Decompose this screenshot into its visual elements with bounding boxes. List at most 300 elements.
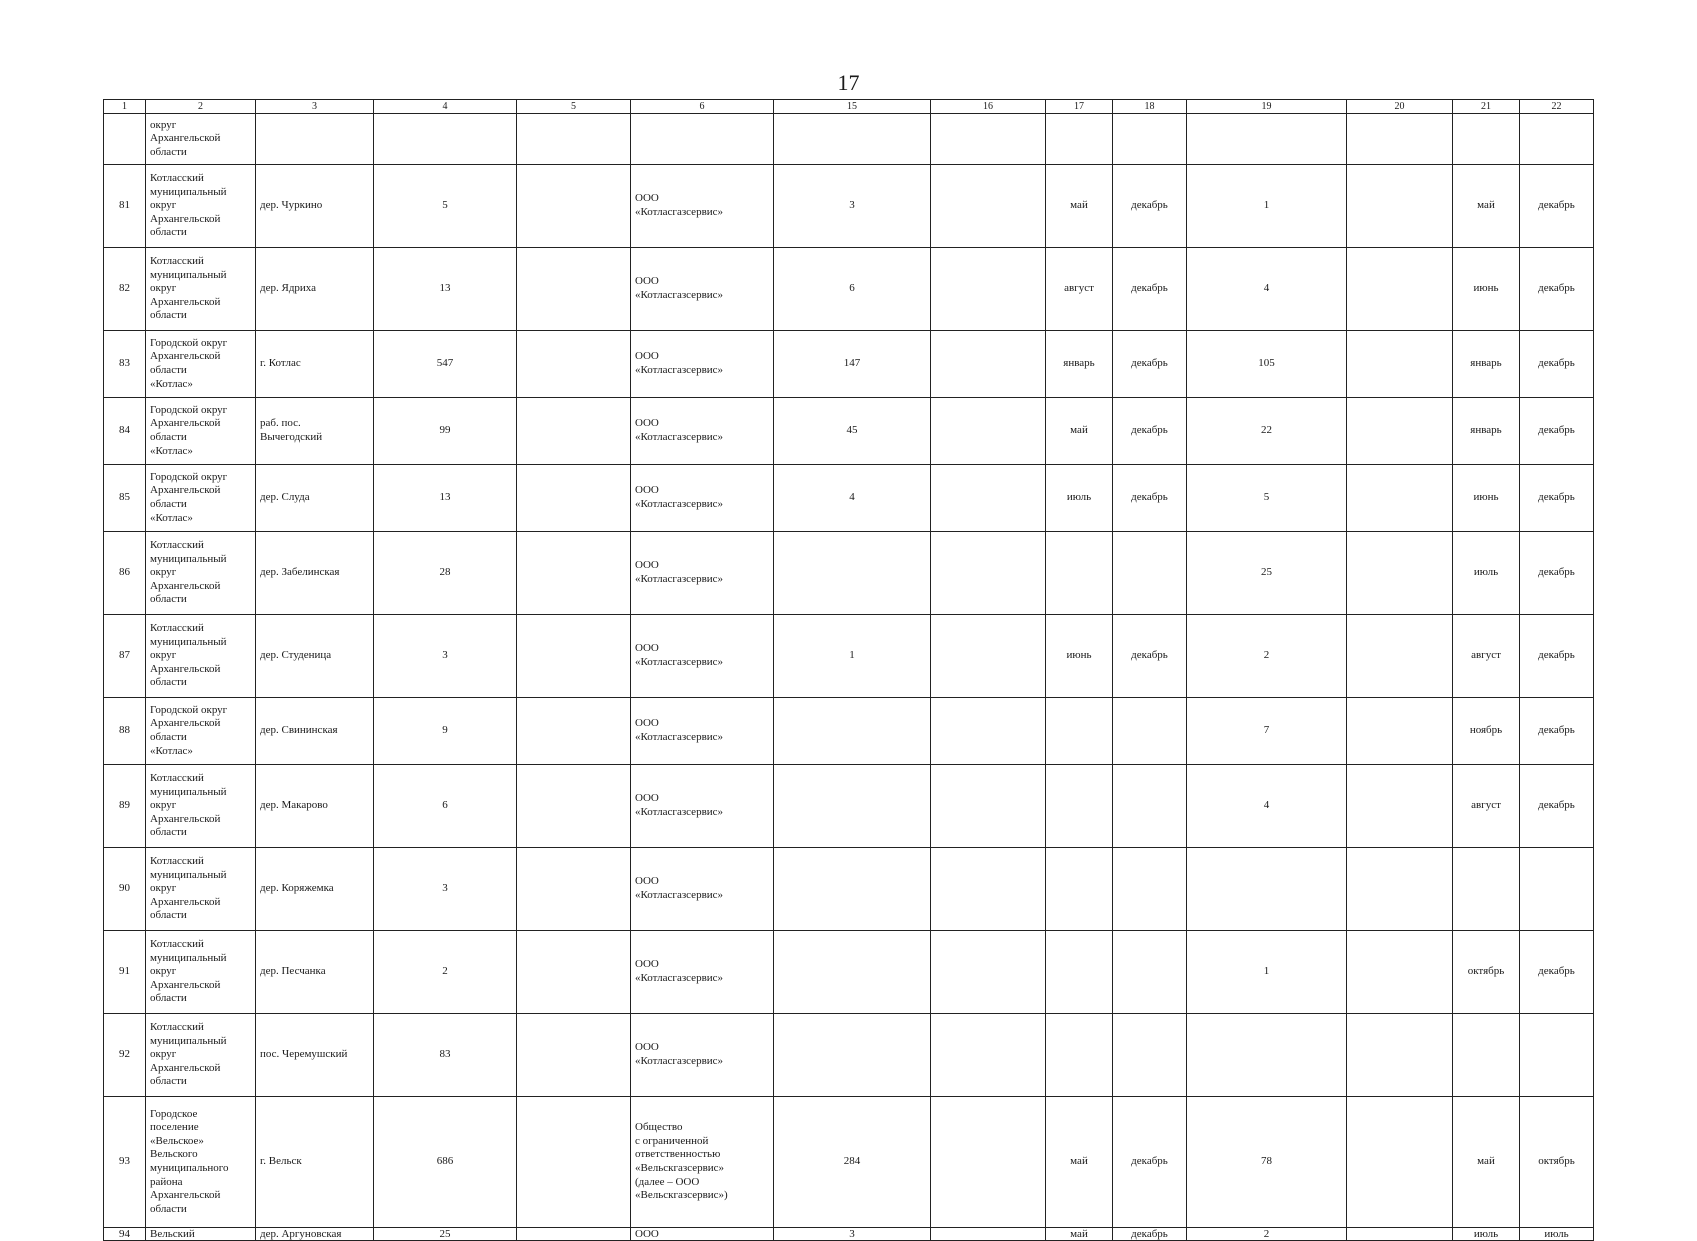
- table-row: [104, 1097, 1594, 1228]
- cell-text: г. Вельск: [260, 1155, 302, 1168]
- cell-organization: [631, 698, 774, 765]
- cell-settlement: [256, 331, 374, 398]
- cell-end-month-2: [1520, 1014, 1594, 1097]
- cell-text: 22: [1261, 424, 1272, 437]
- cell-municipality: [146, 1097, 256, 1228]
- cell-col-4: [374, 165, 517, 248]
- cell-text: май: [1070, 1155, 1088, 1168]
- cell-col-16: [931, 1014, 1046, 1097]
- cell-row-number: [104, 1097, 146, 1228]
- cell-text: Городской округ Архангельской области «Котлас»: [150, 336, 228, 390]
- cell-municipality: [146, 398, 256, 465]
- cell-end-month: [1113, 1014, 1187, 1097]
- cell-municipality: [146, 1228, 256, 1241]
- cell-col-4: [374, 248, 517, 331]
- cell-text: май: [1070, 1228, 1088, 1240]
- cell-text: июль: [1473, 1228, 1499, 1240]
- table-row: [104, 114, 1594, 165]
- cell-text: декабрь: [1538, 491, 1575, 504]
- cell-text: Котласский муниципальный округ Архангельской области: [150, 1021, 227, 1088]
- cell-end-month-2: [1520, 765, 1594, 848]
- cell-start-month: [1046, 765, 1113, 848]
- cell-text: дер. Студеница: [260, 649, 332, 662]
- cell-col-16: [931, 165, 1046, 248]
- cell-end-month-2: [1520, 398, 1594, 465]
- cell-municipality: [146, 1014, 256, 1097]
- cell-text: декабрь: [1131, 649, 1168, 662]
- cell-row-number: [104, 331, 146, 398]
- cell-col-19: [1187, 248, 1347, 331]
- cell-text: 4: [849, 491, 855, 504]
- cell-text: 92: [119, 1048, 130, 1061]
- cell-text: декабрь: [1538, 649, 1575, 662]
- cell-text: декабрь: [1538, 424, 1575, 437]
- cell-settlement: [256, 1228, 374, 1241]
- cell-text: Котласский муниципальный округ Архангельской области: [150, 539, 227, 606]
- cell-col-16: [931, 248, 1046, 331]
- column-header: 3: [256, 100, 374, 114]
- cell-end-month: [1113, 114, 1187, 165]
- cell-col-19: [1187, 532, 1347, 615]
- cell-municipality: [146, 532, 256, 615]
- column-header: 2: [146, 100, 256, 114]
- cell-col-20: [1347, 248, 1453, 331]
- cell-start-month-2: [1453, 615, 1520, 698]
- cell-text: 284: [843, 1155, 861, 1168]
- cell-start-month: [1046, 698, 1113, 765]
- cell-text: 93: [119, 1155, 130, 1168]
- cell-start-month: [1046, 165, 1113, 248]
- cell-text: июль: [1473, 566, 1499, 579]
- table-row: [104, 398, 1594, 465]
- cell-col-16: [931, 532, 1046, 615]
- cell-end-month-2: [1520, 1097, 1594, 1228]
- cell-text: 87: [119, 649, 130, 662]
- cell-settlement: [256, 1097, 374, 1228]
- page-number: 17: [837, 70, 860, 95]
- table-row: [104, 532, 1594, 615]
- cell-col-19: [1187, 931, 1347, 1014]
- cell-start-month-2: [1453, 765, 1520, 848]
- cell-col-20: [1347, 465, 1453, 532]
- cell-text: ООО «Котласгазсервис»: [635, 559, 724, 585]
- cell-text: г. Котлас: [260, 357, 301, 370]
- column-header: 15: [774, 100, 931, 114]
- cell-end-month: [1113, 931, 1187, 1014]
- cell-text: 9: [442, 724, 448, 737]
- cell-row-number: [104, 398, 146, 465]
- cell-text: 25: [1261, 566, 1272, 579]
- cell-text: 3: [442, 882, 448, 895]
- cell-col-15: [774, 931, 931, 1014]
- cell-text: 13: [439, 282, 451, 295]
- cell-text: дер. Макарово: [260, 799, 328, 812]
- cell-col-15: [774, 698, 931, 765]
- cell-text: дер. Песчанка: [260, 965, 326, 978]
- table-row: [104, 1228, 1594, 1241]
- cell-text: январь: [1470, 424, 1502, 437]
- cell-municipality: [146, 931, 256, 1014]
- cell-text: декабрь: [1131, 1155, 1168, 1168]
- cell-text: декабрь: [1538, 357, 1575, 370]
- cell-col-5: [517, 848, 631, 931]
- cell-municipality: [146, 698, 256, 765]
- cell-text: 1: [849, 649, 855, 662]
- table-row: [104, 931, 1594, 1014]
- cell-col-5: [517, 1014, 631, 1097]
- cell-organization: [631, 532, 774, 615]
- cell-col-4: [374, 698, 517, 765]
- cell-end-month-2: [1520, 114, 1594, 165]
- cell-text: 4: [1263, 282, 1270, 295]
- cell-text: август: [1471, 799, 1501, 812]
- cell-col-20: [1347, 1228, 1453, 1241]
- cell-end-month: [1113, 848, 1187, 931]
- cell-text: 90: [119, 882, 130, 895]
- table-row: [104, 765, 1594, 848]
- cell-organization: [631, 615, 774, 698]
- table-row: [104, 848, 1594, 931]
- cell-text: Городской округ Архангельской области «Котлас»: [150, 703, 228, 757]
- cell-text: ноябрь: [1469, 724, 1503, 737]
- cell-col-15: [774, 1228, 931, 1241]
- column-header: 19: [1187, 100, 1347, 114]
- column-header: 1: [104, 100, 146, 114]
- cell-col-19: [1187, 848, 1347, 931]
- cell-end-month: [1113, 615, 1187, 698]
- cell-start-month-2: [1453, 532, 1520, 615]
- cell-organization: [631, 1097, 774, 1228]
- table-row: [104, 698, 1594, 765]
- cell-end-month: [1113, 398, 1187, 465]
- cell-text: 5: [442, 199, 448, 212]
- table-row: [104, 331, 1594, 398]
- cell-text: ООО «Котласгазсервис»: [635, 717, 724, 743]
- cell-organization: [631, 165, 774, 248]
- cell-col-20: [1347, 114, 1453, 165]
- cell-settlement: [256, 465, 374, 532]
- cell-organization: [631, 1014, 774, 1097]
- cell-text: декабрь: [1131, 282, 1168, 295]
- cell-row-number: [104, 848, 146, 931]
- cell-col-4: [374, 1228, 517, 1241]
- cell-col-19: [1187, 331, 1347, 398]
- cell-organization: [631, 248, 774, 331]
- cell-end-month: [1113, 765, 1187, 848]
- cell-text: ООО «Котласгазсервис»: [635, 642, 724, 668]
- cell-end-month: [1113, 1228, 1187, 1241]
- cell-col-15: [774, 465, 931, 532]
- cell-col-16: [931, 698, 1046, 765]
- cell-col-4: [374, 532, 517, 615]
- cell-text: декабрь: [1131, 1228, 1168, 1240]
- cell-col-20: [1347, 331, 1453, 398]
- cell-start-month-2: [1453, 1097, 1520, 1228]
- cell-text: январь: [1063, 357, 1095, 370]
- cell-text: 7: [1263, 724, 1270, 737]
- cell-start-month: [1046, 331, 1113, 398]
- cell-municipality: [146, 615, 256, 698]
- cell-col-15: [774, 532, 931, 615]
- table-row: [104, 465, 1594, 532]
- cell-text: декабрь: [1538, 799, 1575, 812]
- cell-organization: [631, 114, 774, 165]
- cell-municipality: [146, 848, 256, 931]
- cell-text: 83: [119, 357, 130, 370]
- column-header: 22: [1520, 100, 1594, 114]
- cell-text: дер. Слуда: [260, 491, 310, 504]
- cell-municipality: [146, 248, 256, 331]
- cell-col-5: [517, 615, 631, 698]
- cell-end-month-2: [1520, 615, 1594, 698]
- cell-start-month: [1046, 248, 1113, 331]
- cell-col-5: [517, 114, 631, 165]
- cell-text: 1: [1263, 199, 1270, 212]
- cell-text: май: [1477, 199, 1495, 212]
- cell-row-number: [104, 1014, 146, 1097]
- cell-col-19: [1187, 165, 1347, 248]
- cell-text: 1: [1263, 965, 1270, 978]
- cell-text: 83: [439, 1048, 451, 1061]
- cell-text: июнь: [1473, 282, 1499, 295]
- cell-text: 3: [442, 649, 448, 662]
- cell-start-month-2: [1453, 114, 1520, 165]
- cell-col-5: [517, 1097, 631, 1228]
- cell-end-month-2: [1520, 848, 1594, 931]
- column-header: 18: [1113, 100, 1187, 114]
- cell-col-20: [1347, 615, 1453, 698]
- cell-text: раб. пос. Вычегодский: [260, 417, 323, 443]
- cell-start-month-2: [1453, 931, 1520, 1014]
- cell-col-15: [774, 765, 931, 848]
- cell-start-month: [1046, 931, 1113, 1014]
- cell-col-4: [374, 465, 517, 532]
- cell-col-16: [931, 931, 1046, 1014]
- cell-col-16: [931, 398, 1046, 465]
- cell-text: декабрь: [1538, 199, 1575, 212]
- cell-col-5: [517, 1228, 631, 1241]
- cell-col-5: [517, 165, 631, 248]
- cell-text: ООО «Котласгазсервис»: [635, 350, 724, 376]
- cell-text: май: [1477, 1155, 1495, 1168]
- cell-text: декабрь: [1131, 491, 1168, 504]
- cell-text: декабрь: [1538, 566, 1575, 579]
- cell-text: 547: [436, 357, 454, 370]
- cell-text: ООО: [635, 1228, 659, 1240]
- cell-col-15: [774, 331, 931, 398]
- cell-col-19: [1187, 1097, 1347, 1228]
- cell-col-5: [517, 765, 631, 848]
- cell-col-16: [931, 848, 1046, 931]
- cell-col-15: [774, 114, 931, 165]
- cell-text: январь: [1470, 357, 1502, 370]
- column-header: 17: [1046, 100, 1113, 114]
- cell-text: дер. Аргуновская: [260, 1228, 342, 1240]
- cell-text: 147: [843, 357, 861, 370]
- cell-col-19: [1187, 114, 1347, 165]
- cell-end-month: [1113, 465, 1187, 532]
- cell-text: ООО «Котласгазсервис»: [635, 484, 724, 510]
- cell-settlement: [256, 248, 374, 331]
- cell-settlement: [256, 1014, 374, 1097]
- cell-col-5: [517, 465, 631, 532]
- cell-col-5: [517, 532, 631, 615]
- cell-start-month: [1046, 1014, 1113, 1097]
- cell-settlement: [256, 765, 374, 848]
- cell-start-month: [1046, 532, 1113, 615]
- cell-end-month: [1113, 698, 1187, 765]
- cell-text: 45: [846, 424, 858, 437]
- cell-col-20: [1347, 765, 1453, 848]
- cell-text: Котласский муниципальный округ Архангельской области: [150, 938, 227, 1005]
- cell-col-4: [374, 1097, 517, 1228]
- cell-text: округ Архангельской области: [150, 118, 221, 158]
- cell-start-month: [1046, 114, 1113, 165]
- cell-text: 28: [439, 566, 451, 579]
- cell-text: Городской округ Архангельской области «Котлас»: [150, 470, 228, 524]
- cell-end-month-2: [1520, 248, 1594, 331]
- cell-text: 88: [119, 724, 130, 737]
- cell-municipality: [146, 331, 256, 398]
- cell-col-20: [1347, 1014, 1453, 1097]
- header-row: [104, 100, 1594, 114]
- cell-end-month-2: [1520, 698, 1594, 765]
- cell-col-16: [931, 114, 1046, 165]
- cell-text: 2: [1263, 649, 1270, 662]
- cell-col-16: [931, 1097, 1046, 1228]
- cell-settlement: [256, 114, 374, 165]
- cell-row-number: [104, 615, 146, 698]
- cell-col-19: [1187, 398, 1347, 465]
- cell-col-5: [517, 698, 631, 765]
- cell-settlement: [256, 398, 374, 465]
- cell-text: дер. Чуркино: [260, 199, 323, 212]
- cell-text: Вельский: [150, 1228, 195, 1240]
- cell-col-4: [374, 931, 517, 1014]
- cell-row-number: [104, 165, 146, 248]
- cell-col-5: [517, 398, 631, 465]
- cell-text: июль: [1066, 491, 1092, 504]
- cell-text: май: [1070, 199, 1088, 212]
- cell-end-month-2: [1520, 165, 1594, 248]
- cell-col-15: [774, 165, 931, 248]
- cell-text: Котласский муниципальный округ Архангельской области: [150, 255, 227, 322]
- cell-row-number: [104, 532, 146, 615]
- cell-text: 91: [119, 965, 130, 978]
- cell-text: Городской округ Архангельской области «Котлас»: [150, 403, 228, 457]
- cell-col-19: [1187, 698, 1347, 765]
- cell-text: дер. Свининская: [260, 724, 338, 737]
- cell-text: декабрь: [1131, 424, 1168, 437]
- cell-text: дер. Коряжемка: [260, 882, 334, 895]
- cell-start-month-2: [1453, 1014, 1520, 1097]
- cell-start-month-2: [1453, 165, 1520, 248]
- table-row: [104, 165, 1594, 248]
- cell-text: 84: [119, 424, 130, 437]
- cell-text: Котласский муниципальный округ Архангельской области: [150, 855, 227, 922]
- cell-start-month: [1046, 848, 1113, 931]
- cell-text: 86: [119, 566, 130, 579]
- table-row: [104, 1014, 1594, 1097]
- cell-text: 686: [436, 1155, 454, 1168]
- cell-text: 4: [1263, 799, 1270, 812]
- cell-text: август: [1471, 649, 1501, 662]
- cell-start-month: [1046, 1097, 1113, 1228]
- cell-col-5: [517, 331, 631, 398]
- cell-text: ООО «Котласгазсервис»: [635, 792, 724, 818]
- cell-organization: [631, 848, 774, 931]
- cell-text: 78: [1261, 1155, 1272, 1168]
- cell-text: дер. Забелинская: [260, 566, 340, 579]
- cell-text: пос. Черемушский: [260, 1048, 348, 1061]
- column-header: 4: [374, 100, 517, 114]
- cell-end-month-2: [1520, 532, 1594, 615]
- cell-text: 89: [119, 799, 130, 812]
- cell-text: 5: [1263, 491, 1270, 504]
- cell-organization: [631, 931, 774, 1014]
- cell-start-month-2: [1453, 698, 1520, 765]
- cell-municipality: [146, 765, 256, 848]
- cell-text: ООО «Котласгазсервис»: [635, 192, 724, 218]
- cell-text: ООО «Котласгазсервис»: [635, 275, 724, 301]
- cell-text: октябрь: [1467, 965, 1505, 978]
- data-table: [103, 99, 1594, 1241]
- cell-settlement: [256, 165, 374, 248]
- cell-text: 6: [442, 799, 448, 812]
- cell-end-month: [1113, 165, 1187, 248]
- cell-col-15: [774, 848, 931, 931]
- cell-row-number: [104, 1228, 146, 1241]
- cell-text: Котласский муниципальный округ Архангельской области: [150, 172, 227, 239]
- cell-end-month-2: [1520, 1228, 1594, 1241]
- cell-col-20: [1347, 532, 1453, 615]
- cell-text: Общество с ограниченной ответственностью «Вельскгазсервис» (далее – ООО «Вельскгазсервис»): [635, 1121, 728, 1202]
- cell-text: 13: [439, 491, 451, 504]
- cell-row-number: [104, 248, 146, 331]
- cell-start-month-2: [1453, 248, 1520, 331]
- cell-settlement: [256, 532, 374, 615]
- table-body: [104, 114, 1594, 1241]
- cell-text: 3: [849, 199, 855, 212]
- cell-text: август: [1064, 282, 1094, 295]
- cell-text: ООО «Котласгазсервис»: [635, 417, 724, 443]
- cell-end-month: [1113, 532, 1187, 615]
- cell-start-month: [1046, 1228, 1113, 1241]
- cell-text: ООО «Котласгазсервис»: [635, 958, 724, 984]
- cell-organization: [631, 331, 774, 398]
- cell-col-4: [374, 848, 517, 931]
- cell-settlement: [256, 848, 374, 931]
- cell-text: июнь: [1473, 491, 1499, 504]
- cell-settlement: [256, 931, 374, 1014]
- cell-col-15: [774, 398, 931, 465]
- cell-organization: [631, 1228, 774, 1241]
- cell-text: 94: [119, 1228, 130, 1240]
- column-header: 21: [1453, 100, 1520, 114]
- cell-text: декабрь: [1131, 199, 1168, 212]
- cell-text: Котласский муниципальный округ Архангельской области: [150, 772, 227, 839]
- cell-municipality: [146, 165, 256, 248]
- cell-text: 2: [1263, 1228, 1270, 1240]
- cell-text: май: [1070, 424, 1088, 437]
- cell-end-month-2: [1520, 931, 1594, 1014]
- cell-col-15: [774, 248, 931, 331]
- cell-col-5: [517, 248, 631, 331]
- cell-text: декабрь: [1131, 357, 1168, 370]
- cell-municipality: [146, 465, 256, 532]
- cell-text: ООО «Котласгазсервис»: [635, 875, 724, 901]
- cell-end-month: [1113, 248, 1187, 331]
